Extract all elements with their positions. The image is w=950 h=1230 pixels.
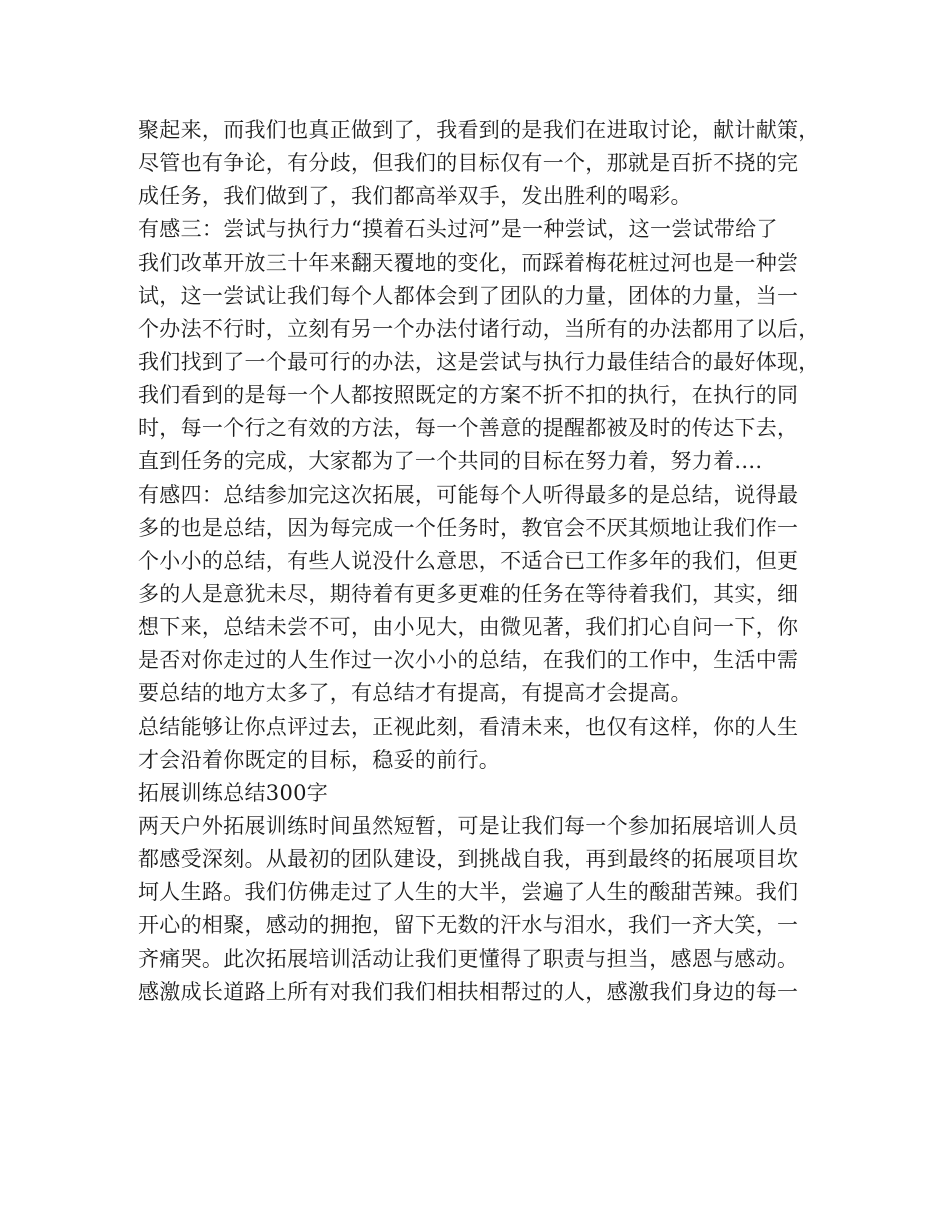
text-line: 成任务，我们做到了，我们都高举双手，发出胜利的喝彩。 [138, 184, 692, 209]
text-line: 直到任务的完成，大家都为了一个共同的目标在努力着，努力着.... [138, 449, 763, 474]
text-line: 两天户外拓展训练时间虽然短暂，可是让我们每一个参加拓展培训人员 [138, 813, 799, 838]
text-line: 我们看到的是每一个人都按照既定的方案不折不扣的执行，在执行的同 [138, 383, 799, 408]
text-line: 个办法不行时，立刻有另一个办法付诸行动，当所有的办法都用了以后， [138, 316, 820, 341]
text-line: 感激成长道路上所有对我们我们相扶相帮过的人，感激我们身边的每一 [138, 979, 799, 1004]
text-line: 都感受深刻。从最初的团队建设，到挑战自我，再到最终的拓展项目坎 [138, 847, 799, 872]
text-line: 总结能够让你点评过去，正视此刻，看清未来，也仅有这样，你的人生 [138, 714, 799, 739]
text-line: 试，这一尝试让我们每个人都体会到了团队的力量，团体的力量，当一 [138, 283, 799, 308]
text-line: 我们找到了一个最可行的办法，这是尝试与执行力最佳结合的最好体现， [138, 349, 820, 374]
document-body [138, 114, 838, 1009]
section-heading: 拓展训练总结300字 [138, 780, 329, 805]
text-line: 有感四：总结参加完这次拓展，可能每个人听得最多的是总结，说得最 [138, 482, 799, 507]
text-line: 想下来，总结未尝不可，由小见大，由微见著，我们扪心自问一下，你 [138, 615, 799, 640]
text-line: 个小小的总结，有些人说没什么意思，不适合已工作多年的我们，但更 [138, 548, 799, 573]
text-line: 多的也是总结，因为每完成一个任务时，教官会不厌其烦地让我们作一 [138, 515, 799, 540]
text-line: 多的人是意犹未尽，期待着有更多更难的任务在等待着我们，其实，细 [138, 581, 799, 606]
text-line: 开心的相聚，感动的拥抱，留下无数的汗水与泪水，我们一齐大笑，一 [138, 913, 799, 938]
text-line: 才会沿着你既定的目标，稳妥的前行。 [138, 747, 501, 772]
text-line: 齐痛哭。此次拓展培训活动让我们更懂得了职责与担当，感恩与感动。 [138, 946, 799, 971]
text-line: 时，每一个行之有效的方法，每一个善意的提醒都被及时的传达下去， [138, 416, 799, 441]
text-line: 坷人生路。我们仿佛走过了人生的大半，尝遍了人生的酸甜苦辣。我们 [138, 880, 799, 905]
text-line: 有感三：尝试与执行力“摸着石头过河”是一种尝试，这一尝试带给了 [138, 217, 778, 242]
text-line: 要总结的地方太多了，有总结才有提高，有提高才会提高。 [138, 681, 692, 706]
text-line: 是否对你走过的人生作过一次小小的总结，在我们的工作中，生活中需 [138, 648, 799, 673]
text-line: 尽管也有争论，有分歧，但我们的目标仅有一个，那就是百折不挠的完 [138, 151, 799, 176]
text-line: 我们改革开放三十年来翻天覆地的变化，而踩着梅花桩过河也是一种尝 [138, 250, 799, 275]
text-line: 聚起来，而我们也真正做到了，我看到的是我们在进取讨论，献计献策， [138, 118, 820, 142]
